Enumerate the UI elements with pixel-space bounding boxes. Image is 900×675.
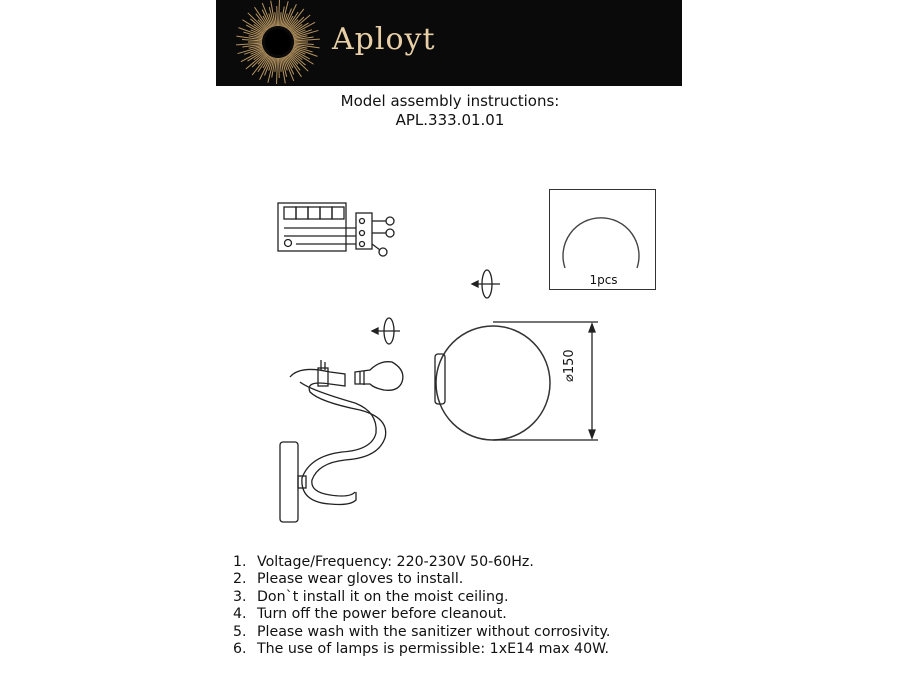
quantity-label: 1pcs	[589, 273, 618, 287]
rotate-arrow-icon	[472, 270, 500, 298]
list-item: 1. Voltage/Frequency: 220-230V 50-60Hz.	[233, 554, 534, 570]
page-title: Model assembly instructions:	[340, 92, 560, 110]
list-item: 3. Don`t install it on the moist ceiling.	[233, 588, 509, 605]
list-item: 2. Please wear gloves to install.	[233, 571, 464, 588]
list-item: 5. Please wash with the sanitizer without corrosivity.	[233, 623, 611, 640]
list-item: 4. Turn off the power before cleanout.	[233, 606, 507, 623]
rotate-arrow-icon	[372, 318, 400, 344]
parts-quantity-box	[549, 189, 656, 290]
wall-fixture-arm	[290, 360, 386, 505]
list-item: 6. The use of lamps is permissible: 1xE14 max 40W.	[233, 641, 610, 658]
instruction-notes	[233, 554, 610, 658]
e14-bulb-icon	[355, 362, 403, 391]
diameter-dimension	[493, 322, 598, 440]
glass-globe-shade	[436, 326, 550, 440]
model-number: APL.333.01.01	[395, 111, 505, 129]
wiring-diagram	[278, 203, 394, 256]
diameter-label: ⌀150	[562, 349, 577, 382]
brand-logo-text: Aployt	[332, 22, 436, 57]
